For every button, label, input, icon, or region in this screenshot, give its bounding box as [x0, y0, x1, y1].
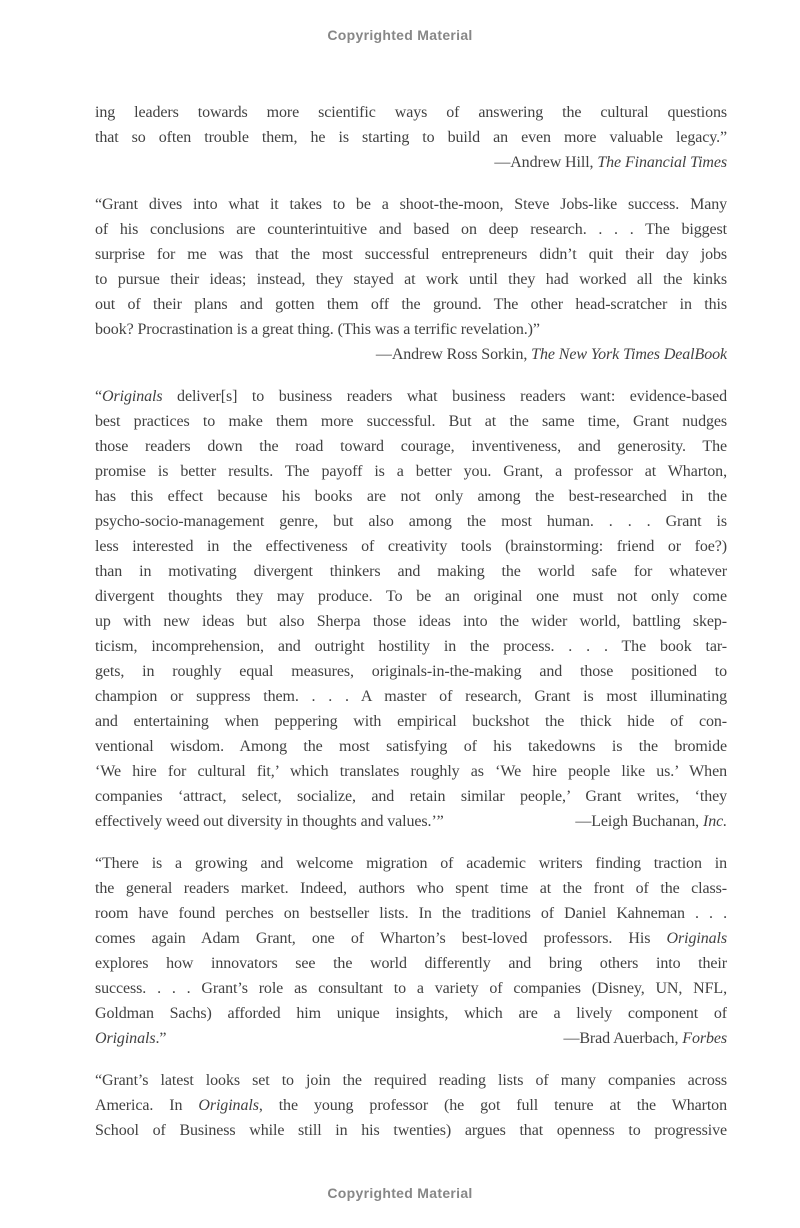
copyright-banner-top: Copyrighted Material	[327, 27, 473, 43]
quote-line: has this effect because his books are not only among the best-researched in the	[95, 488, 727, 505]
quote-end-with-attribution	[95, 809, 727, 834]
quote-end: book? Procrastination is a great thing. (This was a terrific revelation.)”	[95, 321, 540, 338]
quote-line: Goldman Sachs) afforded him unique insights, which are a lively component of	[95, 1005, 727, 1022]
copyright-banner-bottom: Copyrighted Material	[327, 1185, 473, 1201]
quote-line: success. . . . Grant’s role as consultant to a variety of companies (Disney, UN, NFL,	[95, 980, 727, 997]
attribution: —Brad Auerbach, Forbes	[563, 1030, 727, 1047]
paragraph-list	[95, 100, 727, 1143]
quote-line: best practices to make them more successful. But at the same time, Grant nudges	[95, 413, 727, 430]
quote-line: and entertaining when peppering with empirical buckshot the thick hide of con-	[95, 713, 727, 730]
quote-line: that so often trouble them, he is starting to build an even more valuable legacy.”	[95, 129, 727, 146]
praise-text-block	[95, 100, 727, 1143]
quote-line: ticism, incomprehension, and outright hostility in the process. . . . The book tar-	[95, 638, 727, 655]
attribution: —Leigh Buchanan, Inc.	[575, 813, 727, 830]
review-paragraph	[95, 851, 727, 1051]
quote-line: psycho-socio-management genre, but also among the most human. . . . Grant is	[95, 513, 727, 530]
quote-line: out of their plans and gotten them off the ground. The other head-scratcher in this	[95, 296, 727, 313]
quote-line: champion or suppress them. . . . A master of research, Grant is most illuminating	[95, 688, 727, 705]
quote-line: “Grant dives into what it takes to be a shoot-the-moon, Steve Jobs-like success. Many	[95, 196, 727, 213]
review-paragraph	[95, 100, 727, 175]
review-paragraph	[95, 1068, 727, 1143]
quote-end: Originals.”	[95, 1030, 167, 1047]
quote-line: “Grant’s latest looks set to join the required reading lists of many companies across	[95, 1072, 727, 1089]
quote-line: of his conclusions are counterintuitive and based on deep research. . . . The biggest	[95, 221, 727, 238]
quote-line: room have found perches on bestseller lists. In the traditions of Daniel Kahneman . . .	[95, 905, 727, 922]
quote-line: America. In Originals, the young professor (he got full tenure at the Wharton	[95, 1097, 727, 1114]
review-paragraph	[95, 384, 727, 834]
quote-line: surprise for me was that the most successful entrepreneurs didn’t quit their day jobs	[95, 246, 727, 263]
quote-line: less interested in the effectiveness of creativity tools (brainstorming: friend or foe?)	[95, 538, 727, 555]
quote-line: those readers down the road toward courage, inventiveness, and generosity. The	[95, 438, 727, 455]
quote-line: companies ‘attract, select, socialize, and retain similar people,’ Grant writes, ‘they	[95, 788, 727, 805]
quote-line: comes again Adam Grant, one of Wharton’s best-loved professors. His Originals	[95, 930, 727, 947]
quote-line: “Originals deliver[s] to business readers what business readers want: evidence-based	[95, 388, 727, 405]
quote-line: divergent thoughts they may produce. To be an original one must not only come	[95, 588, 727, 605]
quote-line: to pursue their ideas; instead, they stayed at work until they had worked all the kinks	[95, 271, 727, 288]
attribution: —Andrew Hill, The Financial Times	[494, 154, 727, 171]
quote-end-with-attribution	[95, 1026, 727, 1051]
quote-line: the general readers market. Indeed, authors who spent time at the front of the class-	[95, 880, 727, 897]
quote-line: than in motivating divergent thinkers and making the world safe for whatever	[95, 563, 727, 580]
quote-line: School of Business while still in his twenties) argues that openness to progressive	[95, 1122, 727, 1139]
review-paragraph	[95, 192, 727, 367]
quote-line: up with new ideas but also Sherpa those ideas into the wider world, battling skep-	[95, 613, 727, 630]
attribution: —Andrew Ross Sorkin, The New York Times DealBook	[375, 346, 727, 363]
quote-line: ventional wisdom. Among the most satisfying of his takedowns is the bromide	[95, 738, 727, 755]
quote-line: explores how innovators see the world differently and bring others into their	[95, 955, 727, 972]
quote-line: gets, in roughly equal measures, originals-in-the-making and those positioned to	[95, 663, 727, 680]
quote-line: “There is a growing and welcome migration of academic writers finding traction in	[95, 855, 727, 872]
quote-line: ing leaders towards more scientific ways of answering the cultural questions	[95, 104, 727, 121]
quote-end: effectively weed out diversity in thoughts and values.’”	[95, 813, 444, 830]
quote-line: ‘We hire for cultural fit,’ which translates roughly as ‘We hire people like us.’ When	[95, 763, 727, 780]
quote-line: promise is better results. The payoff is a better you. Grant, a professor at Wharton,	[95, 463, 727, 480]
